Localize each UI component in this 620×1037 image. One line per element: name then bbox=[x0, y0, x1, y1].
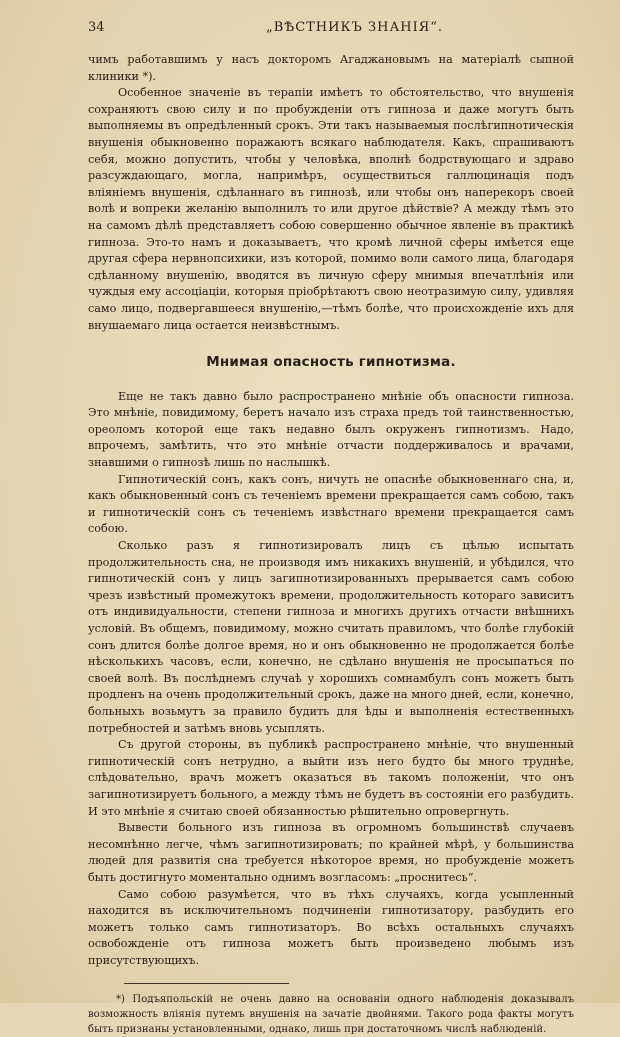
paragraph: Особенное значеніе въ терапіи имѣетъ то обстоятельство, что внушенія сохраняютъ свою силу и по пробужденіи отъ гипноза и даже могутъ быть выполняемы въ опредѣленный срокъ. Эти такъ называемыя послѣгипнотическія внушенія обыкновенно поражаютъ всякаго наблюдателя. Какъ, спрашиваютъ себя, можно допустить, чтобы у человѣка, вполнѣ бодрствующаго и здраво разсуждающаго, могла, напримѣръ, осуществиться галлюцинація подъ вліяніемъ внушенія, сдѣланнаго въ гипнозѣ, или чтобы онъ наперекоръ своей волѣ и вопреки желанію выполнилъ то или другое дѣйствіе? А между тѣмъ это на самомъ дѣлѣ представляетъ собою совершенно обычное явленіе въ практикѣ гипноза. Это-то намъ и доказываетъ, что кромѣ личной сферы имѣется еще другая сфера нервнопсихики, изъ которой, помимо воли самого лица, благодаря сдѣланному внушенію, вводятся въ личную сферу мнимыя впечатлѣнія или чуждыя ему ассоціаціи, которыя пріобрѣтаютъ свою неотразимую силу, удивляя само лицо, подвергавшееся внушенію,—тѣмъ болѣе, что происхожденіе ихъ для внушаемаго лица остается неизвѣстнымъ. bbox=[88, 86, 574, 332]
footnote: *) Подъяпольскій не очень давно на основаніи одного наблюденія доказывалъ возможность вліянія путемъ внушенія на зачатіе двойнями. Такого рода факты могутъ быть признаны установленными, однако, лишь при достаточномъ числѣ наблюденій. bbox=[88, 994, 574, 1036]
paragraph: Еще не такъ давно было распространено мнѣніе объ опасности гипноза. Это мнѣніе, повидимому, беретъ начало изъ страха предъ той таинственностью, ореоломъ которой еще такъ недавно былъ окруженъ гипнотизмъ. Надо, впрочемъ, замѣтить, что это мнѣніе отчасти поддерживалось и врачами, знавшими о гипнозѣ лишь по наслышкѣ. bbox=[88, 389, 574, 470]
section-heading: Мнимая опасность гипнотизма. bbox=[206, 354, 456, 371]
paragraph: Сколько разъ я гипнотизировалъ лицъ съ цѣлью испытать продолжительность сна, не производя имъ никакихъ внушеній, и убѣдился, что гипнотическій сонъ у лицъ загипнотизированныхъ прерывается самъ собою чрезъ извѣстный промежутокъ времени, продолжительность котораго зависитъ отъ индивидуальности, степени гипноза и многихъ другихъ отчасти внѣшнихъ условій. Въ общемъ, повидимому, можно считать правиломъ, что болѣе глубокій сонъ длится болѣе долгое время, но и онъ обыкновенно не продолжается болѣе нѣсколькихъ часовъ, если, конечно, не сдѣлано внушенія не просыпаться по своей волѣ. Въ послѣднемъ случаѣ у хорошихъ сомнамбулъ сонъ можетъ быть продленъ на очень продолжительный срокъ, даже на много дней, если, конечно, больныхъ возьмутъ за правило будить для ѣды и выполненія естественныхъ потребностей и затѣмъ вновь усыплять. bbox=[88, 539, 574, 735]
paragraph: Гипнотическій сонъ, какъ сонъ, ничуть не опаснѣе обыкновеннаго сна, и, какъ обыкновенный сонъ съ теченіемъ времени прекращается самъ собою, такъ и гипнотическій сонъ съ теченіемъ извѣстнаго времени прекращается самъ собою. bbox=[88, 472, 574, 536]
paragraph: чимъ работавшимъ у насъ докторомъ Агаджановымъ на матеріалѣ сыпной клиники *). bbox=[88, 53, 574, 83]
paragraph: Само собою разумѣется, что въ тѣхъ случаяхъ, когда усыпленный находится въ исключительномъ подчиненіи гипнотизатору, разбудить его можетъ только самъ гипнотизаторъ. Во всѣхъ остальныхъ случаяхъ освобожденіе отъ гипноза можетъ быть произведено любымъ изъ присутствующихъ. bbox=[88, 887, 574, 967]
footnote-divider bbox=[124, 983, 289, 984]
paragraph: Съ другой стороны, въ публикѣ распространено мнѣніе, что внушенный гипнотическій сонъ нетрудно, а выйти изъ него будто бы много труднѣе, слѣдовательно, врачъ можетъ оказаться въ такомъ положеніи, что онъ загипнотизируетъ больного, а между тѣмъ не будетъ въ состояніи его разбудить. И это мнѣніе я считаю своей обязанностью рѣшительно опровергнуть. bbox=[88, 738, 574, 818]
journal-title: „ВѢСТНИКЪ ЗНАНІЯ“. bbox=[266, 20, 444, 35]
page-number: 34 bbox=[88, 20, 105, 35]
paragraph: Вывести больного изъ гипноза въ огромномъ большинствѣ случаевъ несомнѣнно легче, чѣмъ загипнотизировать; по крайней мѣрѣ, у большинства людей для развитія сна требуется нѣкоторое время, но пробужденіе можетъ быть достигнуто моментально однимъ возгласомъ: „проснитесь“. bbox=[88, 821, 574, 884]
running-header bbox=[88, 20, 588, 42]
article-body bbox=[88, 52, 574, 1037]
